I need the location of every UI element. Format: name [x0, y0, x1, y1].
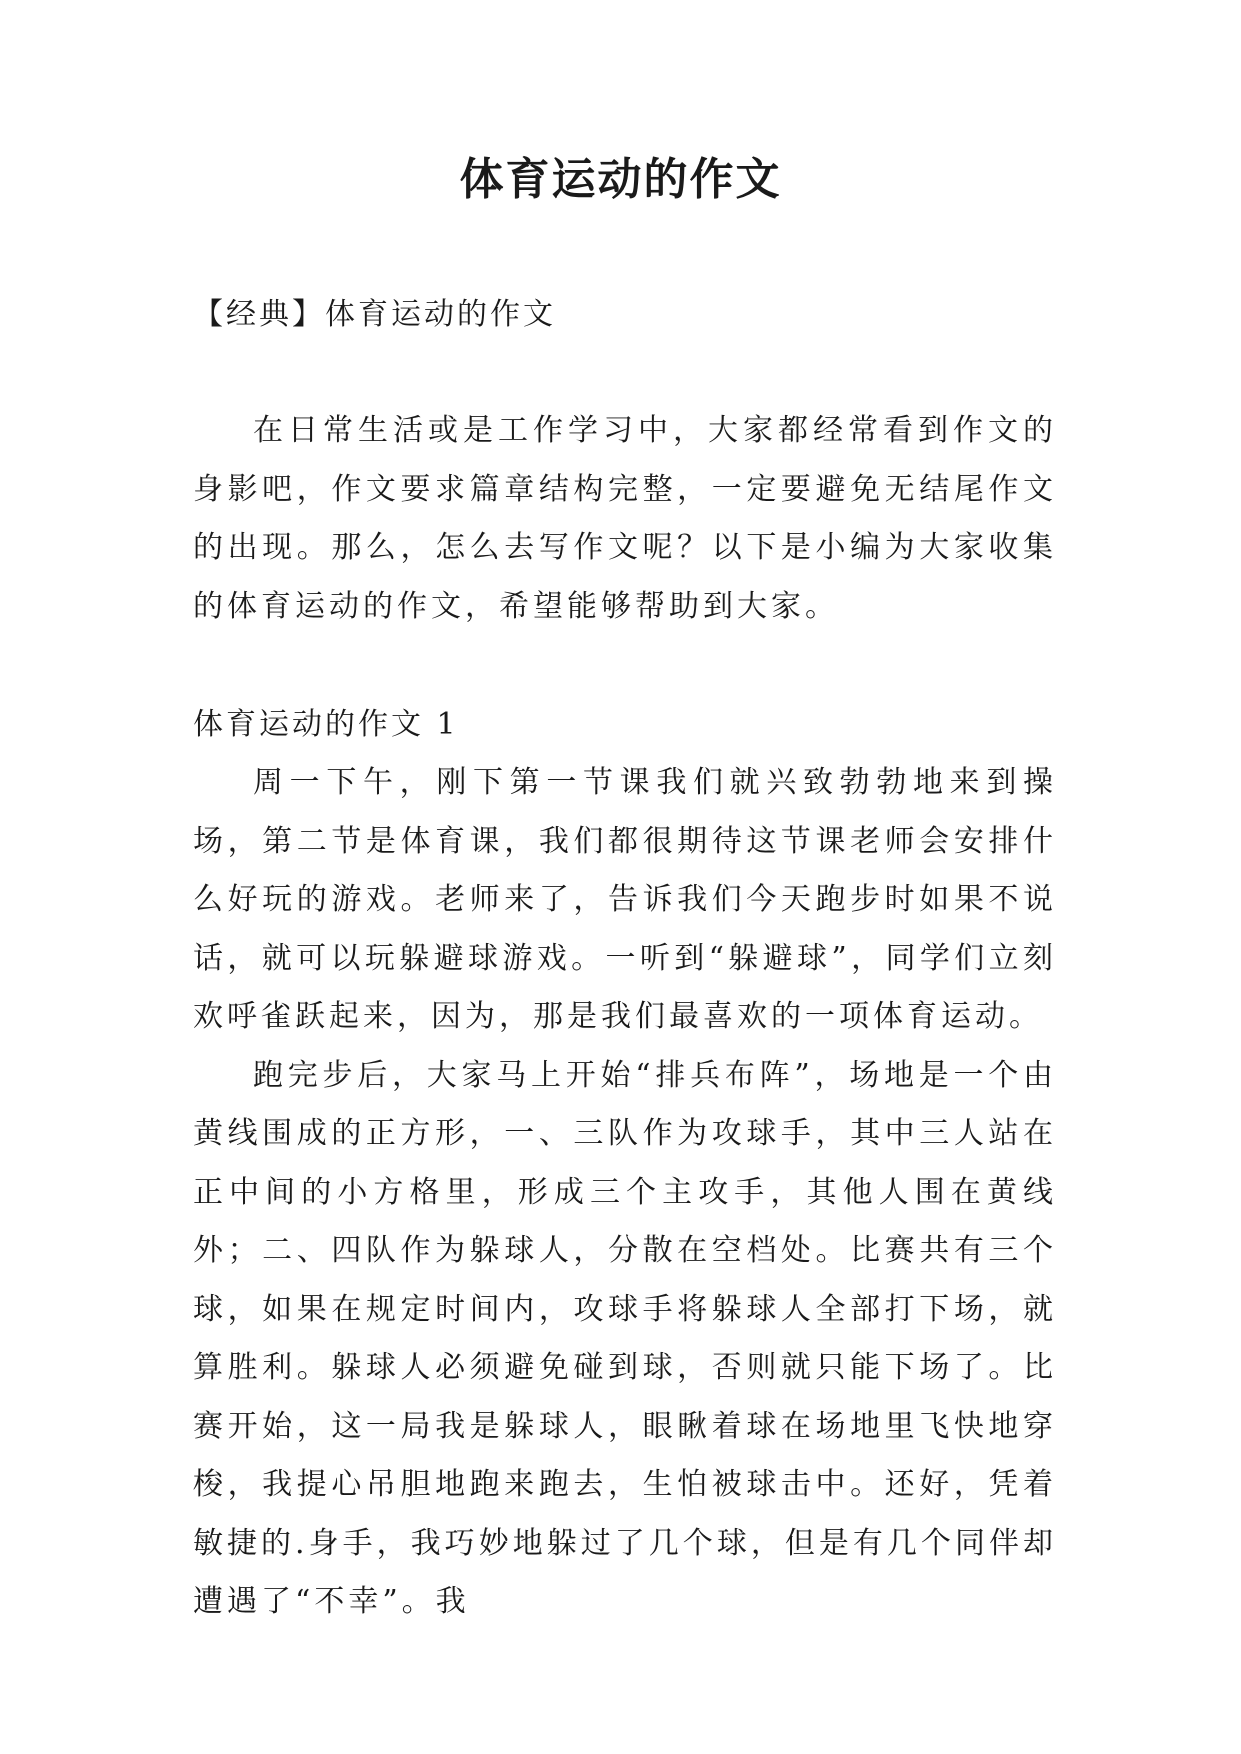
section-heading: 体育运动的作文 1 — [193, 707, 459, 742]
intro-paragraph-block — [193, 402, 1057, 636]
essay-body — [193, 754, 1057, 1632]
document-subtitle: 【经典】体育运动的作文 — [193, 297, 556, 332]
intro-paragraph: 在日常生活或是工作学习中，大家都经常看到作文的身影吧，作文要求篇章结构完整，一定要避免无结尾作文的出现。那么，怎么去写作文呢？以下是小编为大家收集的体育运动的作文，希望能够帮助到大家。 — [193, 413, 1057, 624]
body-paragraph: 周一下午，刚下第一节课我们就兴致勃勃地来到操场，第二节是体育课，我们都很期待这节课老师会安排什么好玩的游戏。老师来了，告诉我们今天跑步时如果不说话，就可以玩躲避球游戏。一听到“躲避球”，同学们立刻欢呼雀跃起来，因为，那是我们最喜欢的一项体育运动。 — [193, 765, 1057, 1034]
document-title: 体育运动的作文 — [459, 154, 782, 205]
body-paragraph: 跑完步后，大家马上开始“排兵布阵”，场地是一个由黄线围成的正方形，一、三队作为攻球手，其中三人站在正中间的小方格里，形成三个主攻手，其他人围在黄线外；二、四队作为躲球人，分散在空档处。比赛共有三个球，如果在规定时间内，攻球手将躲球人全部打下场，就算胜利。躲球人必须避免碰到球，否则就只能下场了。比赛开始，这一局我是躲球人，眼瞅着球在场地里飞快地穿梭，我提心吊胆地跑来跑去，生怕被球击中。还好，凭着敏捷的.身手，我巧妙地躲过了几个球，但是有几个同伴却遭遇了“不幸”。我 — [193, 1057, 1057, 1619]
